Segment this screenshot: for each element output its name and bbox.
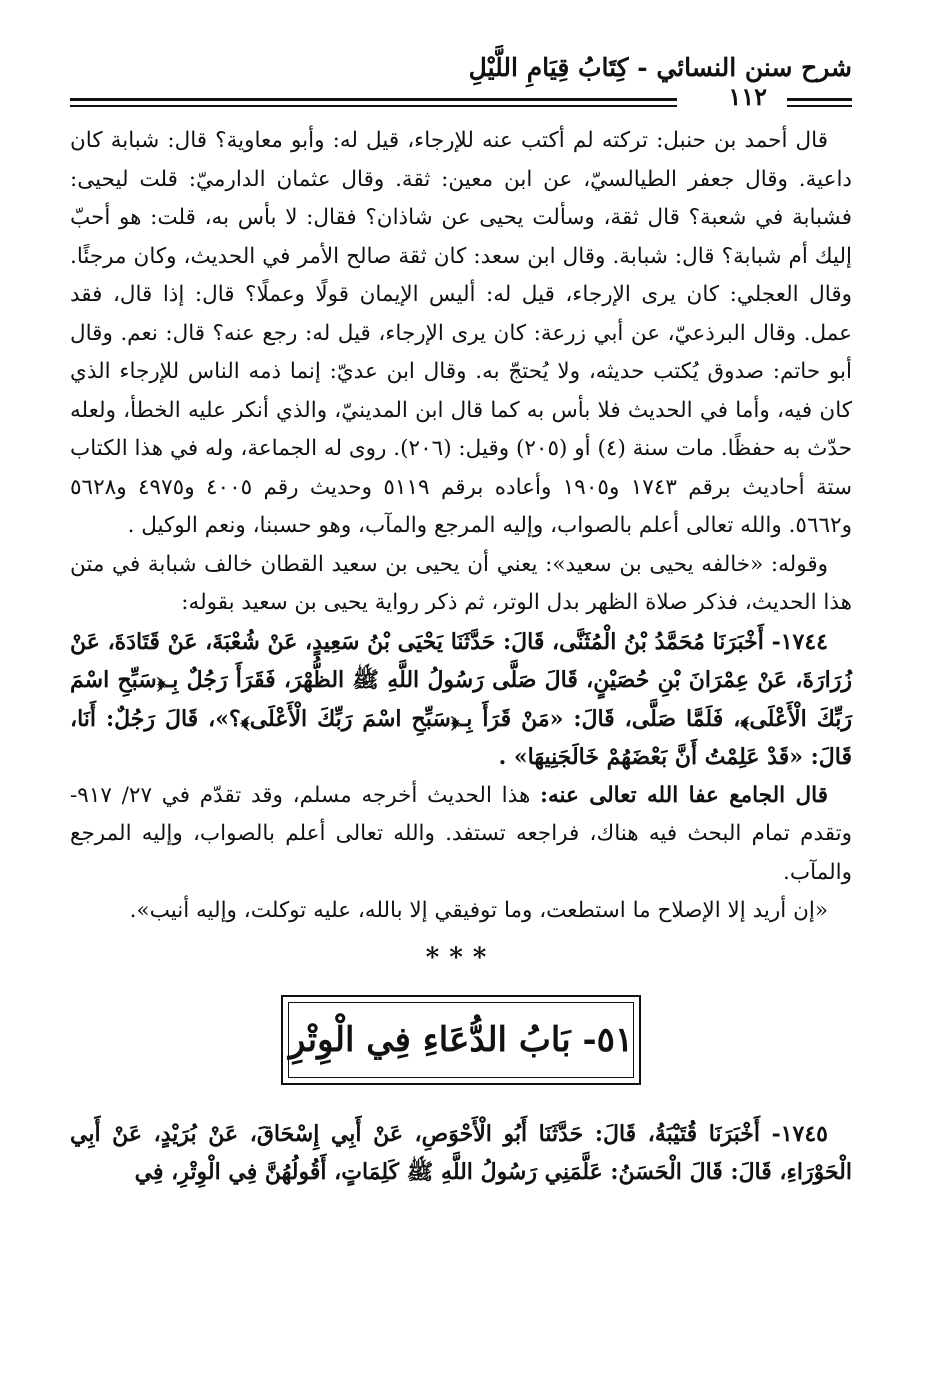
paragraph: وقوله: «خالفه يحيى بن سعيد»: يعني أن يحيى بن سعيد القطان خالف شبابة في متن هذا الحديث، فذكر صلاة الظهر بدل الوتر، ثم ذكر رواية يحيى بن سعيد بقوله: [70,551,852,615]
main-text [70,122,852,931]
header-rule-line [787,105,852,107]
header-rule-line [787,98,852,101]
page [70,48,852,1374]
chapter-title: ٥١- بَابُ الدُّعَاءِ فِي الْوِتْرِ [288,1019,634,1060]
header-rule-line [70,98,677,101]
chapter-text [70,1115,852,1192]
page-header [70,48,852,116]
chapter-heading-box [281,995,641,1085]
header-rule-line [70,105,677,107]
running-title: شرح سنن النسائي - كِتَابُ قِيَامِ اللَّيْلِ [468,53,852,82]
page-number: ١١٢ [728,82,767,111]
commentary-text: هذا الحديث أخرجه مسلم، وقد تقدّم في ٢٧/ ٩١٧- وتقدم تمام البحث فيه هناك، فراجعه تستفد. والله تعالى أعلم بالصواب، وإليه المرجع والمآب. [70,782,852,885]
hadith-1744: ١٧٤٤- أَخْبَرَنَا مُحَمَّدُ بْنُ الْمُثَنَّى، قَالَ: حَدَّثَنَا يَحْيَى بْنُ سَعِيدٍ، عَنْ شُعْبَةَ، عَنْ قَتَادَةَ، عَنْ زُرَارَةَ، عَنْ عِمْرَانَ بْنِ حُصَيْنٍ، قَالَ صَلَّى رَسُولُ اللَّهِ ﷺ الظُّهْرَ، فَقَرَأَ رَجُلٌ بِـ﴿سَبِّحِ اسْمَ رَبِّكَ الْأَعْلَى﴾، فَلَمَّا صَلَّى، قَالَ: «مَنْ قَرَأَ بِـ﴿سَبِّحِ اسْمَ رَبِّكَ الْأَعْلَى﴾؟»، قَالَ رَجُلٌ: أَنَا، قَالَ: «قَدْ عَلِمْتُ أَنَّ بَعْضَهُمْ خَالَجَنِيهَا» . [70,628,852,770]
commentary-paragraph [70,777,852,893]
hadith-1745: ١٧٤٥- أَخْبَرَنَا قُتَيْبَةُ، قَالَ: حَدَّثَنَا أَبُو الْأَحْوَصِ، عَنْ أَبِي إِسْحَاقَ، عَنْ بُرَيْدٍ، عَنْ أَبِي الْحَوْرَاءِ، قَالَ: قَالَ الْحَسَنُ: عَلَّمَنِي رَسُولُ اللَّهِ ﷺ كَلِمَاتٍ، أَقُولُهُنَّ فِي الْوِتْرِ، فِي [70,1120,852,1185]
paragraph: قال أحمد بن حنبل: تركته لم أكتب عنه للإرجاء، قيل له: وأبو معاوية؟ قال: شبابة كان داعية. وقال جعفر الطيالسيّ، عن ابن معين: ثقة. وقال عثمان الدارميّ: قلت ليحيى: فشبابة في شعبة؟ قال ثقة، وسألت يحيى عن شاذان؟ فقال: لا بأس به، قلت: هو أحبّ إليك أم شبابة؟ قال: شبابة. وقال ابن سعد: كان ثقة صالح الأمر في الحديث، وكان مرجئًا. وقال العجلي: كان يرى الإرجاء، قيل له: أليس الإيمان قولًا وعملًا؟ قال: إذا قال، فقد عمل. وقال البرذعيّ، عن أبي زرعة: كان يرى الإرجاء، قيل له: رجع عنه؟ قال: نعم. وقال أبو حاتم: صدوق يُكتب حديثه، ولا يُحتجّ به. وقال ابن عديّ: إنما ذمه الناس للإرجاء الذي كان فيه، وأما في الحديث فلا بأس به كما قال ابن المدينيّ، والذي أنكر عليه الخطأ، ولعله حدّث به حفظًا. مات سنة (٤) أو (٢٠٥) وقيل: (٢٠٦). روى له الجماعة، وله في هذا الكتاب ستة أحاديث برقم ١٧٤٣ و١٩٠٥ وأعاده برقم ٥١١٩ وحديث رقم ٤٠٠٥ و٤٩٧٥ و٥٦٢٨ و٥٦٦٢. والله تعالى أعلم بالصواب، وإليه المرجع والمآب، وهو حسبنا، ونعم الوكيل . [70,128,853,538]
section-separator: *** [425,942,497,973]
closing-quote: «إن أريد إلا الإصلاح ما استطعت، وما توفيقي إلا بالله، عليه توكلت، وإليه أنيب». [129,898,828,923]
commentary-lead: قال الجامع عفا الله تعالى عنه: [540,782,828,808]
